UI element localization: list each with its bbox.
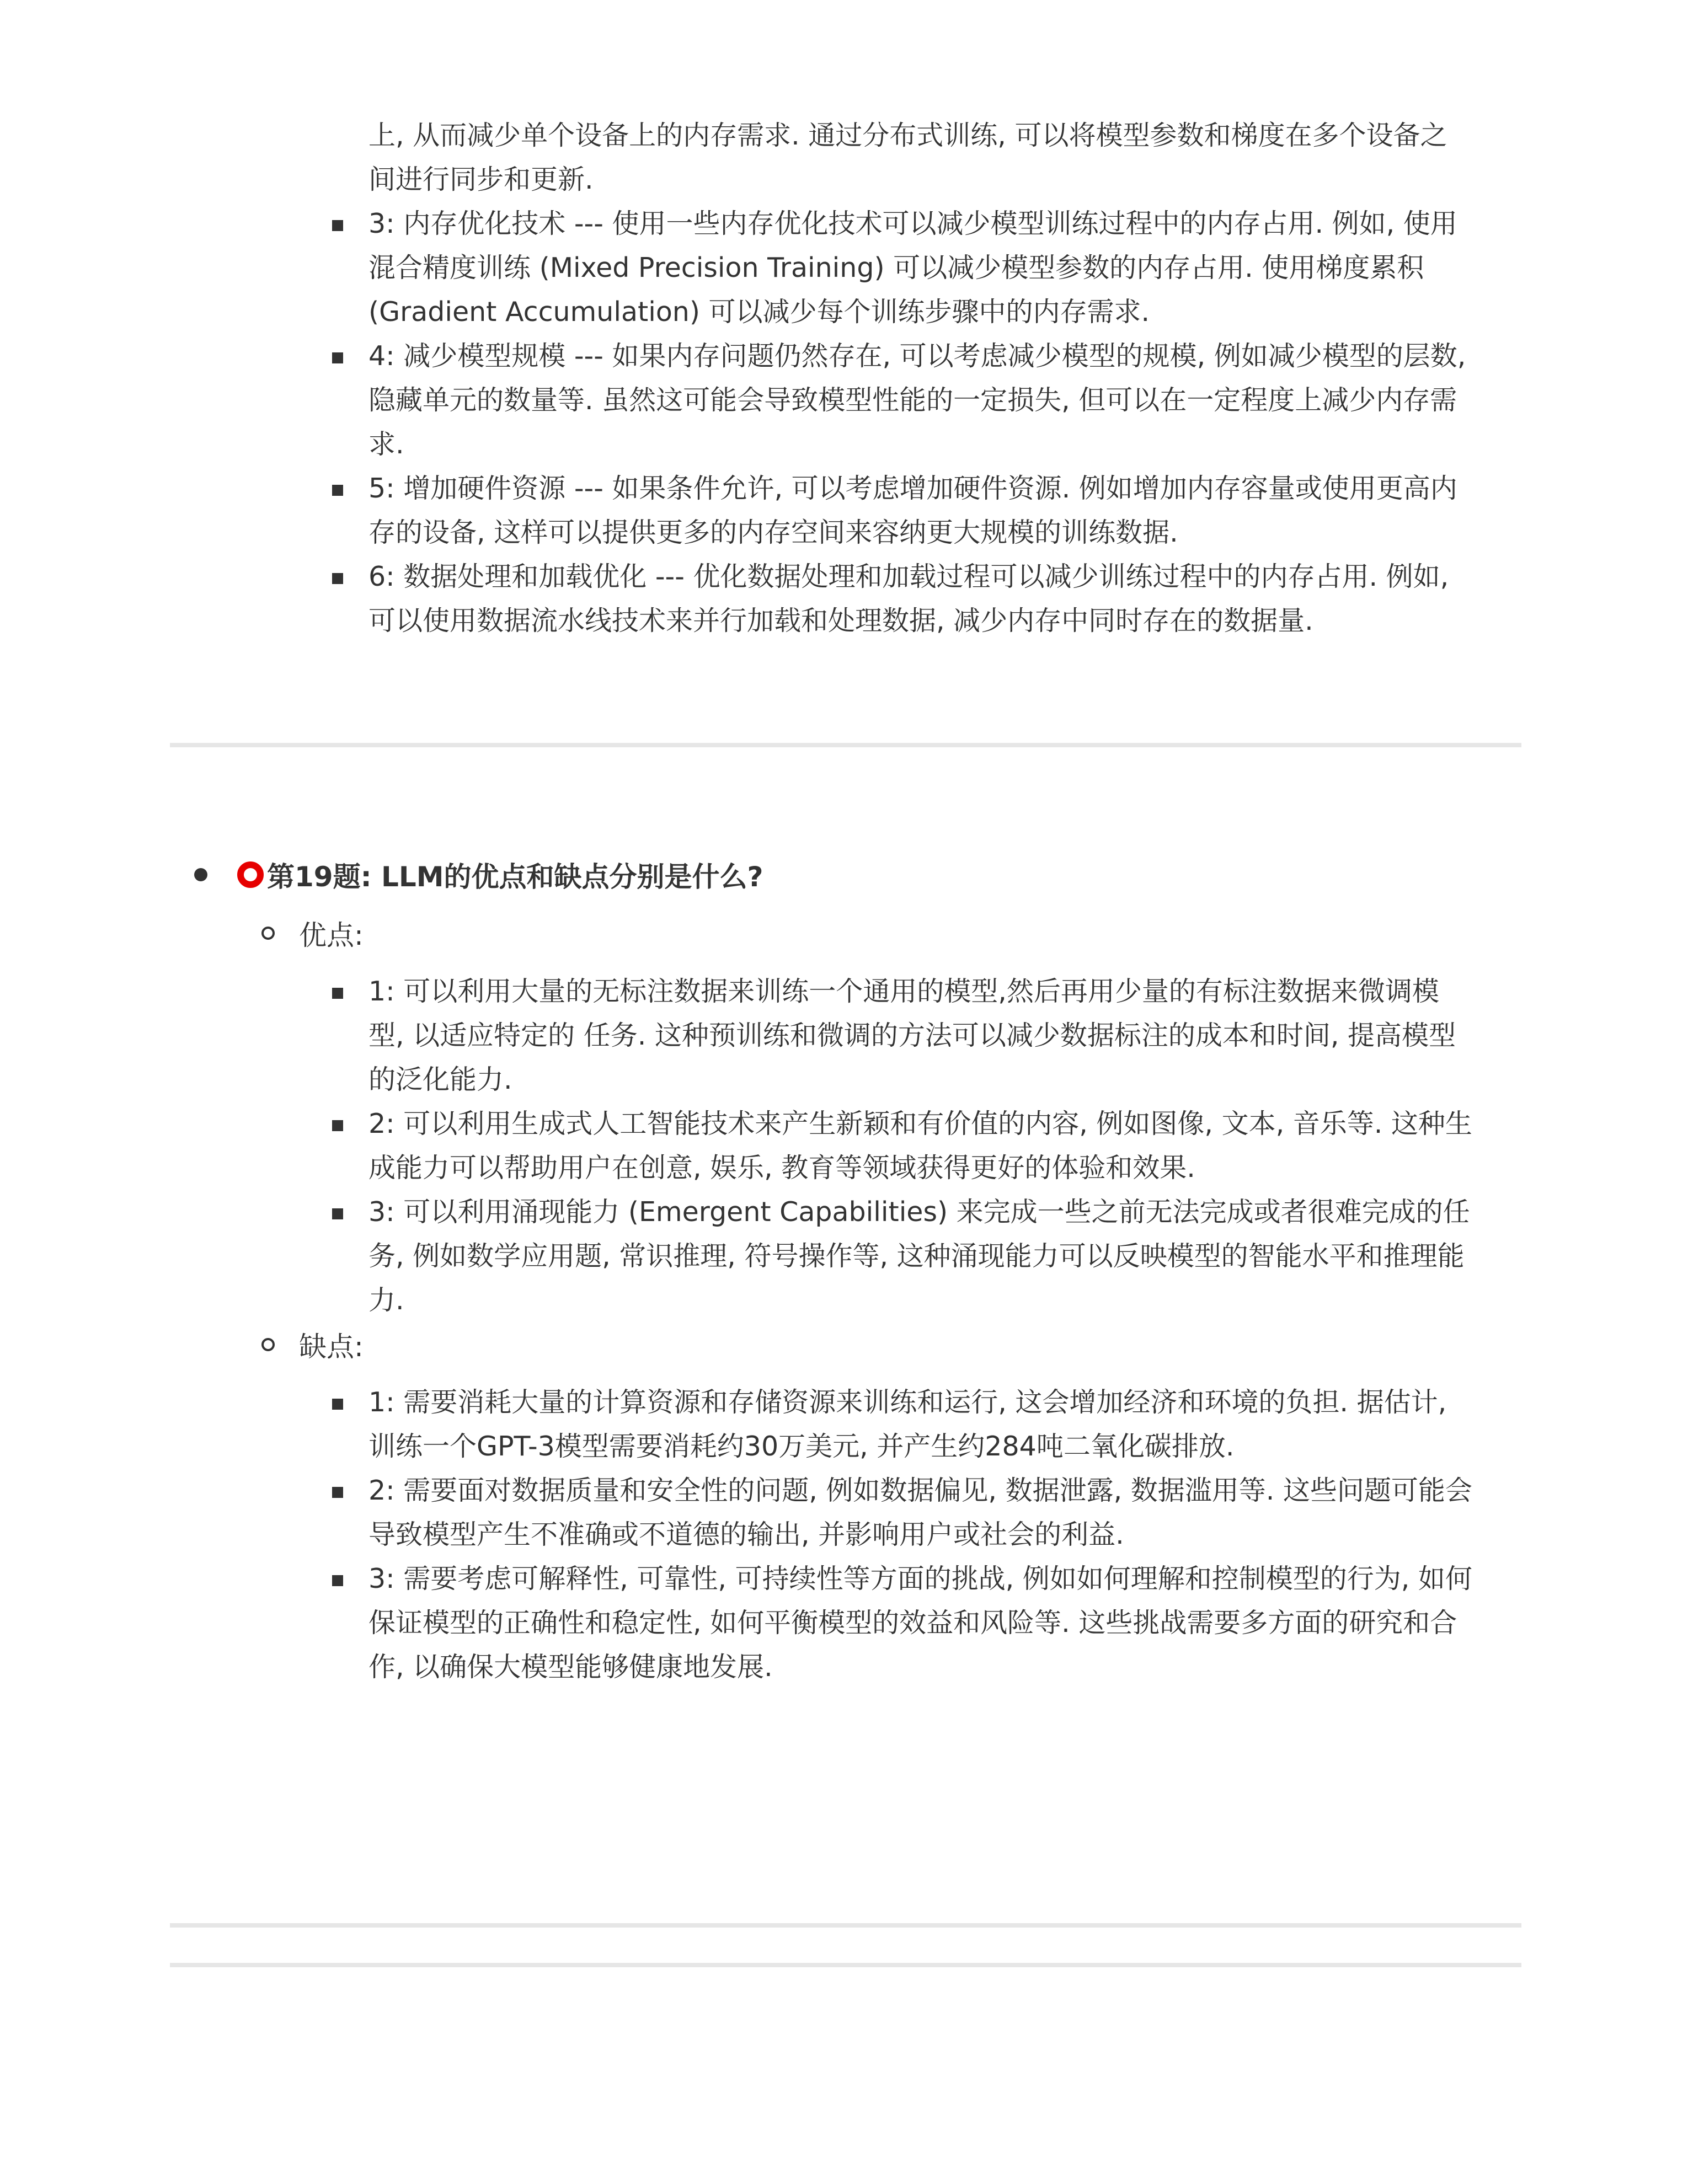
square-bullet-icon	[332, 988, 343, 999]
text-line: 上, 从而减少单个设备上的内存需求. 通过分布式训练, 可以将模型参数和梯度在多个设备之	[368, 120, 1447, 151]
square-bullet-icon	[332, 1399, 343, 1410]
circle-bullet-icon	[261, 1338, 275, 1351]
square-bullet-icon	[332, 1575, 343, 1586]
text-line: 4: 减少模型规模 --- 如果内存问题仍然存在, 可以考虑减少模型的规模, 例如减少模型的层数,	[368, 340, 1466, 372]
advantages-list	[329, 970, 1526, 1323]
disc-bullet-icon	[194, 868, 207, 881]
list-item	[329, 1557, 1526, 1689]
text-line: 求.	[368, 429, 404, 460]
square-bullet-icon	[332, 1208, 343, 1219]
text-line: 导致模型产生不准确或不道德的输出, 并影响用户或社会的利益.	[368, 1519, 1124, 1550]
text-line: 6: 数据处理和加载优化 --- 优化数据处理和加载过程可以减少训练过程中的内存占用. 例如,	[368, 561, 1449, 592]
text-line: 1: 需要消耗大量的计算资源和存储资源来训练和运行, 这会增加经济和环境的负担. 据估计,	[368, 1387, 1447, 1418]
text-line: 混合精度训练 (Mixed Precision Training) 可以减少模型参数的内存占用. 使用梯度累积	[368, 252, 1424, 283]
list-item	[329, 970, 1526, 1102]
circle-bullet-icon	[261, 927, 275, 940]
text-line: 型, 以适应特定的 任务. 这种预训练和微调的方法可以减少数据标注的成本和时间, 提高模型	[368, 1020, 1456, 1051]
divider	[170, 743, 1521, 747]
text-line: 存的设备, 这样可以提供更多的内存空间来容纳更大规模的训练数据.	[368, 517, 1178, 548]
square-bullet-icon	[332, 1487, 343, 1498]
memory-optimization-list	[329, 114, 1526, 643]
list-item	[329, 202, 1526, 334]
square-bullet-icon	[332, 485, 343, 496]
square-bullet-icon	[332, 352, 343, 363]
text-line: 作, 以确保大模型能够健康地发展.	[368, 1651, 773, 1683]
text-line: 保证模型的正确性和稳定性, 如何平衡模型的效益和风险等. 这些挑战需要多方面的研究和合	[368, 1607, 1457, 1639]
text-line: 训练一个GPT-3模型需要消耗约30万美元, 并产生约284吨二氧化碳排放.	[368, 1431, 1235, 1462]
text-line: 5: 增加硬件资源 --- 如果条件允许, 可以考虑增加硬件资源. 例如增加内存容量或使用更高内	[368, 473, 1457, 504]
text-line: 2: 可以利用生成式人工智能技术来产生新颖和有价值的内容, 例如图像, 文本, 音乐等. 这种生	[368, 1108, 1472, 1139]
text-line: 1: 可以利用大量的无标注数据来训练一个通用的模型,然后再用少量的有标注数据来微调模	[368, 976, 1439, 1007]
list-item-continuation	[329, 114, 1526, 202]
list-item	[329, 555, 1526, 643]
text-line: 2: 需要面对数据质量和安全性的问题, 例如数据偏见, 数据泄露, 数据滥用等. 这些问题可能会	[368, 1475, 1472, 1506]
text-line: 3: 内存优化技术 --- 使用一些内存优化技术可以减少模型训练过程中的内存占用. 例如, 使用	[368, 208, 1457, 239]
divider	[170, 1963, 1521, 1967]
question-title: 第19题: LLM的优点和缺点分别是什么?	[267, 861, 763, 893]
text-line: 间进行同步和更新.	[368, 164, 594, 195]
question-heading	[194, 853, 763, 897]
text-line: 的泛化能力.	[368, 1064, 512, 1095]
list-item	[329, 1102, 1526, 1190]
disadvantages-label: 缺点:	[299, 1331, 364, 1363]
text-line: 可以使用数据流水线技术来并行加载和处理数据, 减少内存中同时存在的数据量.	[368, 605, 1313, 636]
text-line: 务, 例如数学应用题, 常识推理, 符号操作等, 这种涌现能力可以反映模型的智能水平和推理能	[368, 1240, 1465, 1272]
red-circle-icon	[237, 861, 264, 888]
disadvantages-list	[329, 1380, 1526, 1689]
square-bullet-icon	[332, 573, 343, 584]
text-line: 隐藏单元的数量等. 虽然这可能会导致模型性能的一定损失, 但可以在一定程度上减少内存需	[368, 384, 1457, 416]
list-item	[329, 467, 1526, 555]
advantages-label: 优点:	[299, 919, 364, 951]
divider	[170, 1923, 1521, 1928]
list-item	[329, 1380, 1526, 1469]
disadvantages-heading	[261, 1323, 364, 1367]
text-line: 3: 可以利用涌现能力 (Emergent Capabilities) 来完成一些之前无法完成或者很难完成的任	[368, 1196, 1470, 1228]
text-line: 成能力可以帮助用户在创意, 娱乐, 教育等领域获得更好的体验和效果.	[368, 1152, 1195, 1184]
list-item	[329, 1469, 1526, 1557]
square-bullet-icon	[332, 220, 343, 231]
text-line: 力.	[368, 1284, 404, 1316]
square-bullet-icon	[332, 1120, 343, 1131]
list-item	[329, 1190, 1526, 1323]
list-item	[329, 334, 1526, 467]
advantages-heading	[261, 911, 364, 955]
text-line: (Gradient Accumulation) 可以减少每个训练步骤中的内存需求.	[368, 296, 1150, 328]
text-line: 3: 需要考虑可解释性, 可靠性, 可持续性等方面的挑战, 例如如何理解和控制模型的行为, 如何	[368, 1563, 1472, 1594]
